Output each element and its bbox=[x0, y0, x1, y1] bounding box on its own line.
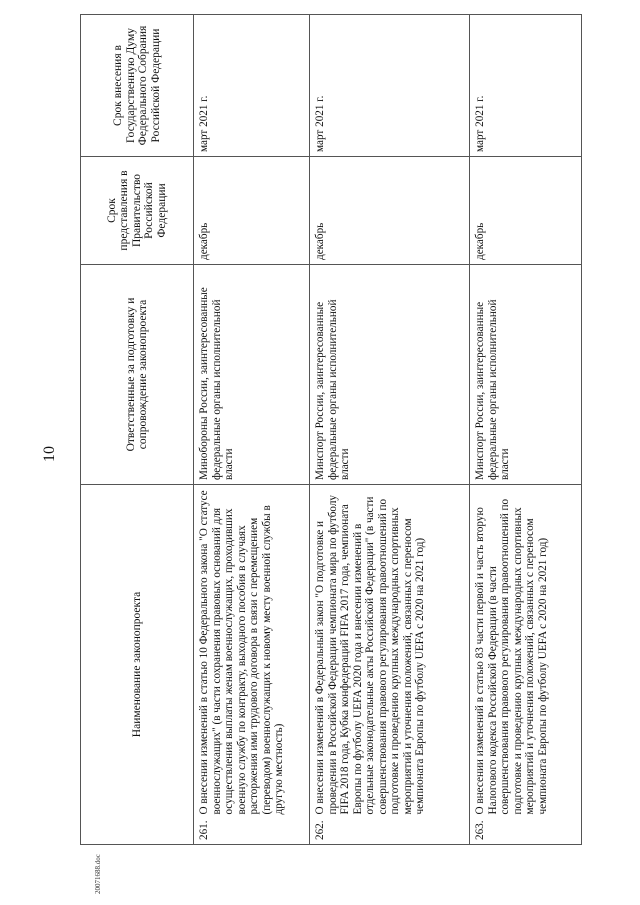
header-gov-deadline: Срок представления в Правительство Российской Федерации bbox=[81, 157, 194, 265]
gov-deadline: декабрь bbox=[470, 157, 582, 265]
responsible-bodies: Минспорт России, заинтересованные федеральные органы исполнительной власти bbox=[470, 265, 582, 485]
table-header-row bbox=[81, 15, 194, 845]
table-row bbox=[310, 15, 470, 845]
duma-deadline: март 2021 г. bbox=[470, 15, 582, 157]
header-duma-deadline: Срок внесения в Государственную Думу Федерального Собрания Российской Федерации bbox=[81, 15, 194, 157]
row-number: 261. bbox=[194, 819, 310, 845]
bill-name: О внесении изменений в статью 10 Федерального закона "О статусе военнослужащих" (в части сохранения правовых оснований для осуществления выплаты женам военнослужащих, проходивших военную службу по контракту, выходного пособия в случаях расторжения ими трудового договора в связи с перемещением (переводом) военнослужащих к новому месту военной службы в другую местность) bbox=[194, 485, 310, 819]
bills-table bbox=[80, 14, 582, 845]
header-responsible: Ответственные за подготовку и сопровождение законопроекта bbox=[81, 265, 194, 485]
gov-deadline: декабрь bbox=[310, 157, 470, 265]
header-name: Наименование законопроекта bbox=[81, 485, 194, 845]
document-code: 20071688.doc bbox=[94, 854, 102, 894]
table-row bbox=[194, 15, 310, 845]
duma-deadline: март 2021 г. bbox=[310, 15, 470, 157]
row-number: 263. bbox=[470, 819, 582, 845]
page-number: 10 bbox=[41, 446, 58, 462]
duma-deadline: март 2021 г. bbox=[194, 15, 310, 157]
table-row bbox=[470, 15, 582, 845]
responsible-bodies: Минспорт России, заинтересованные федеральные органы исполнительной власти bbox=[310, 265, 470, 485]
row-number: 262. bbox=[310, 819, 470, 845]
bill-name: О внесении изменений в статью 83 части первой и часть вторую Налогового кодекса Российской Федерации (в части совершенствования правового регулирования правоотношений по подготовке и проведению крупных международных спортивных мероприятий и уточнения положений, связанных с переносом чемпионата Европы по футболу UEFA с 2020 на 2021 год) bbox=[470, 485, 582, 819]
responsible-bodies: Минобороны России, заинтересованные федеральные органы исполнительной власти bbox=[194, 265, 310, 485]
gov-deadline: декабрь bbox=[194, 157, 310, 265]
bill-name: О внесении изменений в Федеральный закон "О подготовке и проведении в Российской Федерации чемпионата мира по футболу FIFA 2018 года, Кубка конфедераций FIFA 2017 года, чемпионата Европы по футболу UEFA 2020 года и внесении изменений в отдельные законодательные акты Российской Федерации" (в части совершенствования правового регулирования правоотношений по подготовке и проведению крупных международных спортивных мероприятий и уточнения положений, связанных с переносом чемпионата Европы по футболу UEFA с 2020 на 2021 год) bbox=[310, 485, 470, 819]
